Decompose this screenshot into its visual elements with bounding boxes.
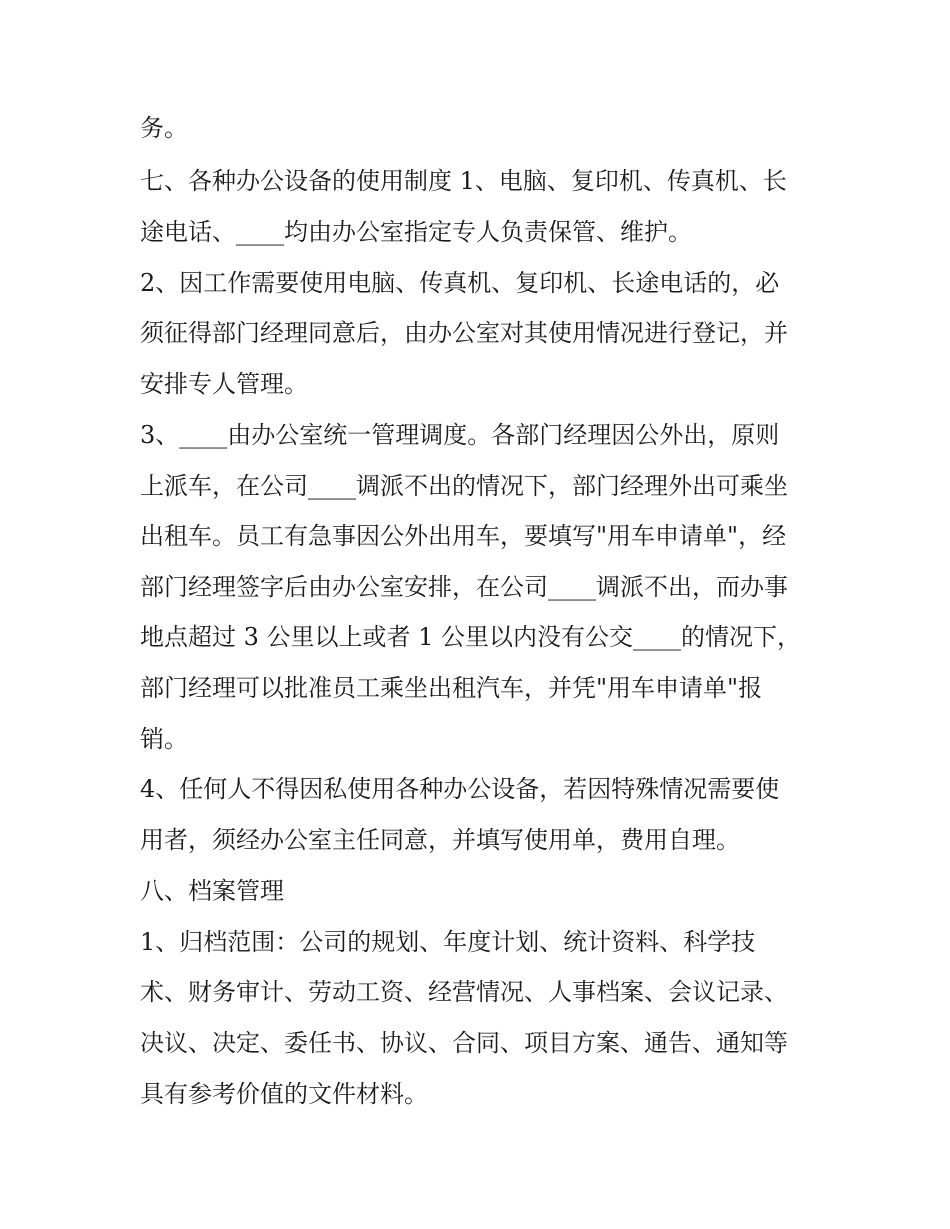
text-line: 途电话、____均由办公室指定专人负责保管、维护。 — [140, 218, 692, 246]
text-line: 须征得部门经理同意后，由办公室对其使用情况进行登记，并 — [140, 319, 788, 347]
section-heading-7: 七、各种办公设备的使用制度 1、电脑、复印机、传真机、长 — [140, 167, 787, 195]
text-line: 安排专人管理。 — [140, 370, 308, 398]
text-line: 具有参考价值的文件材料。 — [140, 1080, 428, 1108]
text-line: 决议、决定、委任书、协议、合同、项目方案、通告、通知等 — [140, 1029, 788, 1057]
text-line: 务。 — [140, 114, 188, 142]
text-line: 上派车，在公司____调派不出的情况下，部门经理外出可乘坐 — [140, 472, 788, 500]
text-line: 用者，须经办公室主任同意，并填写使用单，费用自理。 — [140, 826, 740, 854]
text-line: 4、任何人不得因私使用各种办公设备，若因特殊情况需要使 — [140, 775, 780, 803]
text-line: 地点超过 3 公里以上或者 1 公里以内没有公交____的情况下， — [140, 623, 802, 651]
text-line: 3、____由办公室统一管理调度。各部门经理因公外出，原则 — [140, 421, 780, 449]
text-line: 销。 — [140, 725, 188, 753]
text-line: 出租车。员工有急事因公外出用车，要填写"用车申请单"，经 — [140, 522, 787, 550]
text-line: 2、因工作需要使用电脑、传真机、复印机、长途电话的，必 — [140, 269, 780, 297]
text-line: 术、财务审计、劳动工资、经营情况、人事档案、会议记录、 — [140, 978, 788, 1006]
text-line: 1、归档范围：公司的规划、年度计划、统计资料、科学技 — [140, 928, 756, 956]
text-line: 部门经理可以批准员工乘坐出租汽车，并凭"用车申请单"报 — [140, 674, 763, 702]
section-heading-8: 八、档案管理 — [140, 877, 284, 905]
text-line: 部门经理签字后由办公室安排，在公司____调派不出，而办事 — [140, 573, 788, 601]
